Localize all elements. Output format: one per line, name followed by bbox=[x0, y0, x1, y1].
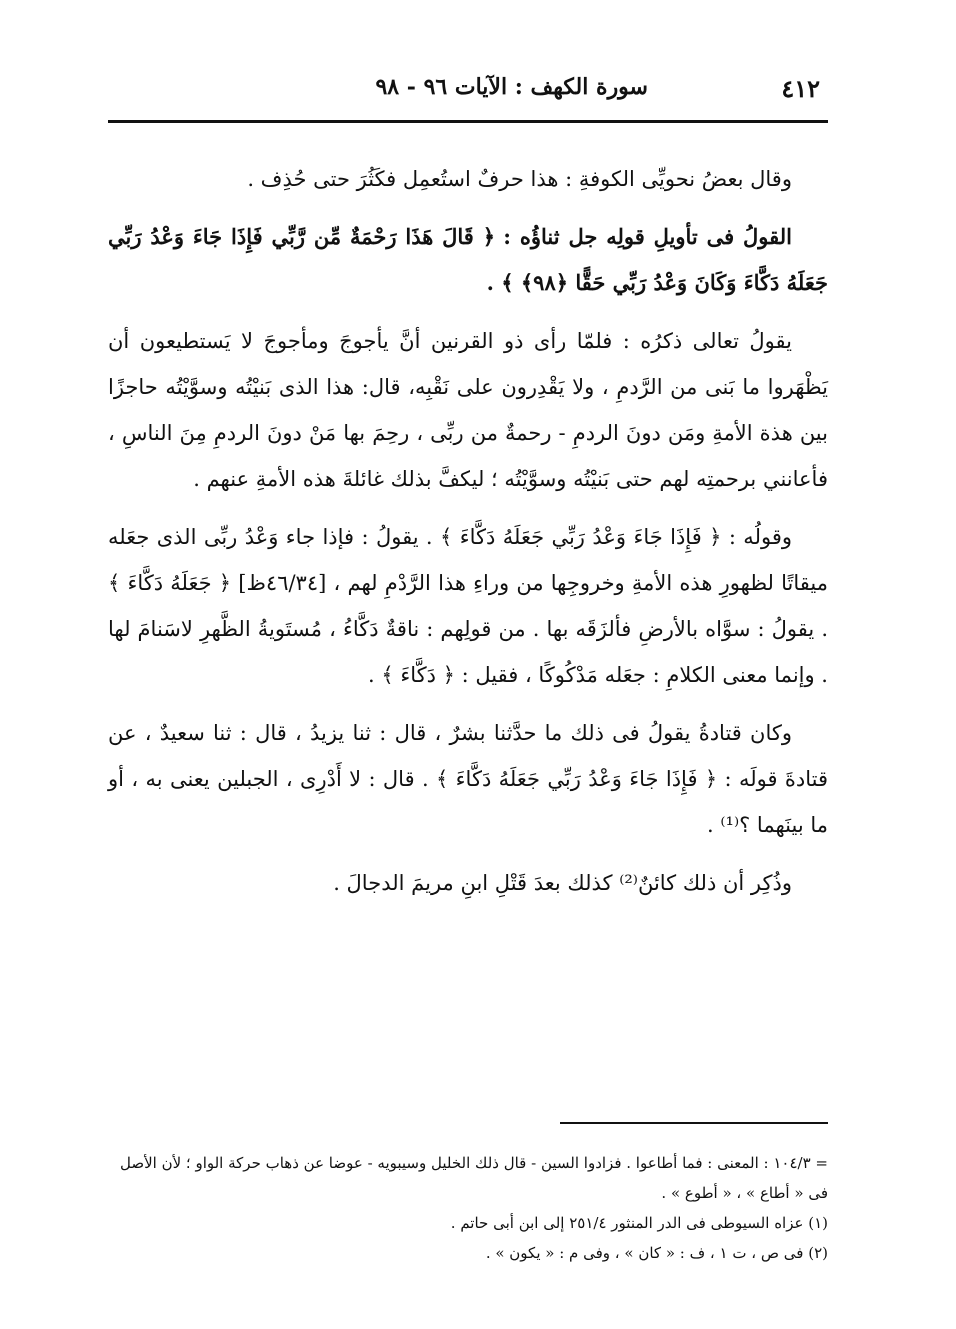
running-title: سورة الكهف : الآيات ٩٦ - ٩٨ bbox=[375, 74, 648, 100]
paragraph-2 bbox=[108, 214, 828, 306]
header-rule bbox=[108, 120, 828, 123]
footnote-2: (٢) فى ص ، ت ١ ، ف : « كان » ، وفى م : « يكون » . bbox=[485, 1244, 828, 1262]
page-header bbox=[108, 66, 828, 116]
quran-verse: ﴿ قَالَ هَذَا رَحْمَةٌ مِّن رَّبِّي فَإِذَا جَاءَ وَعْدُ رَبِّي جَعَلَهُ دَكَّاءَ وَكَانَ وَعْدُ رَبِّي حَقًّا ﴿٩٨﴾ ﴾ . bbox=[108, 224, 828, 295]
footnotes bbox=[108, 1148, 828, 1268]
footnote-1: (١) عزاه السيوطى فى الدر المنثور ٢٥١/٤ إلى ابن أبى حاتم . bbox=[450, 1214, 828, 1232]
paragraph-6: وذُكِر أن ذلك كائنٌ⁽²⁾ كذلك بعدَ قَتْلِ ابنِ مريمَ الدجالَ . bbox=[333, 871, 792, 895]
main-text bbox=[108, 156, 828, 918]
section-heading: القولُ فى تأويلِ قولِه جل ثناؤُه : bbox=[503, 224, 792, 249]
book-page bbox=[108, 0, 828, 1329]
paragraph-4: وقولُه : ﴿ فَإِذَا جَاءَ وَعْدُ رَبِّي جَعَلَهُ دَكَّاءَ ﴾ . يقولُ : فإذا جاء وَعْدُ ربِّى الذى جعَله ميقاتًا لظهورِ هذه الأمةِ وخروجِها من وراءِ هذا الرَّدْمِ لهم ، [٤٦/٣٤ظ] ﴿ جَعَلَهُ دَكَّاءَ ﴾ . يقولُ : سوَّاه بالأرضِ فألزَقَه بها . من قولِهم : ناقةٌ دَكَّاءُ ، مُستَويةُ الظَّهرِ لاسَنامَ لها . وإنما معنى الكلامِ : جعَله مَدْكُوكًا ، فقيل : ﴿ دَكَّاءَ ﴾ . bbox=[108, 525, 828, 687]
paragraph-5: وكان قتادةُ يقولُ فى ذلك ما حدَّثنا بشرٌ ، قال : ثنا يزيدُ ، قال : ثنا سعيدٌ ، عن قتادةَ قولَه : ﴿ فَإِذَا جَاءَ وَعْدُ رَبِّي جَعَلَهُ دَكَّاءَ ﴾ . قال : لا أَدْرِى ، الجبلين يعنى به ، أو ما بينَهما ؟⁽¹⁾ . bbox=[108, 721, 828, 837]
paragraph-1: وقال بعضُ نحويِّى الكوفةِ : هذا حرفٌ استُعمِل فكَثُرَ حتى حُذِف . bbox=[247, 167, 792, 191]
footnote-rule bbox=[560, 1122, 828, 1124]
paragraph-3: يقولُ تعالى ذكرُه : فلمّا رأى ذو القرنين أنَّ يأجوجَ ومأجوجَ لا يَستطيعون أن يَظْهَروا ما بَنى من الرَّدمِ ، ولا يَقْدِرون على نَقْبِه، قال: هذا الذى بَنيْتُه وسوَّيْتُه حاجزًا بين هذة الأمةِ ومَن دونَ الردمِ - رحمةٌ من ربِّى ، رحِمَ بها مَنْ دونَ الردمِ مِنَ الناسِ ، فأعانني برحمتِه لهم حتى بَنيْتُه وسوَّيْتُه ؛ ليكفَّ بذلك غائلةَ هذه الأمةِ عنهم . bbox=[108, 329, 828, 491]
page-number: ٤١٢ bbox=[781, 74, 820, 103]
footnote-continuation: = ١٠٤/٣ : المعنى : فما أطاعوا . فزادوا السين - قال ذلك الخليل وسيبويه - عوضا عن ذهاب حركة الواو ؛ لأن الأصل فى « أطاع » ، « أطوع » . bbox=[119, 1154, 828, 1202]
